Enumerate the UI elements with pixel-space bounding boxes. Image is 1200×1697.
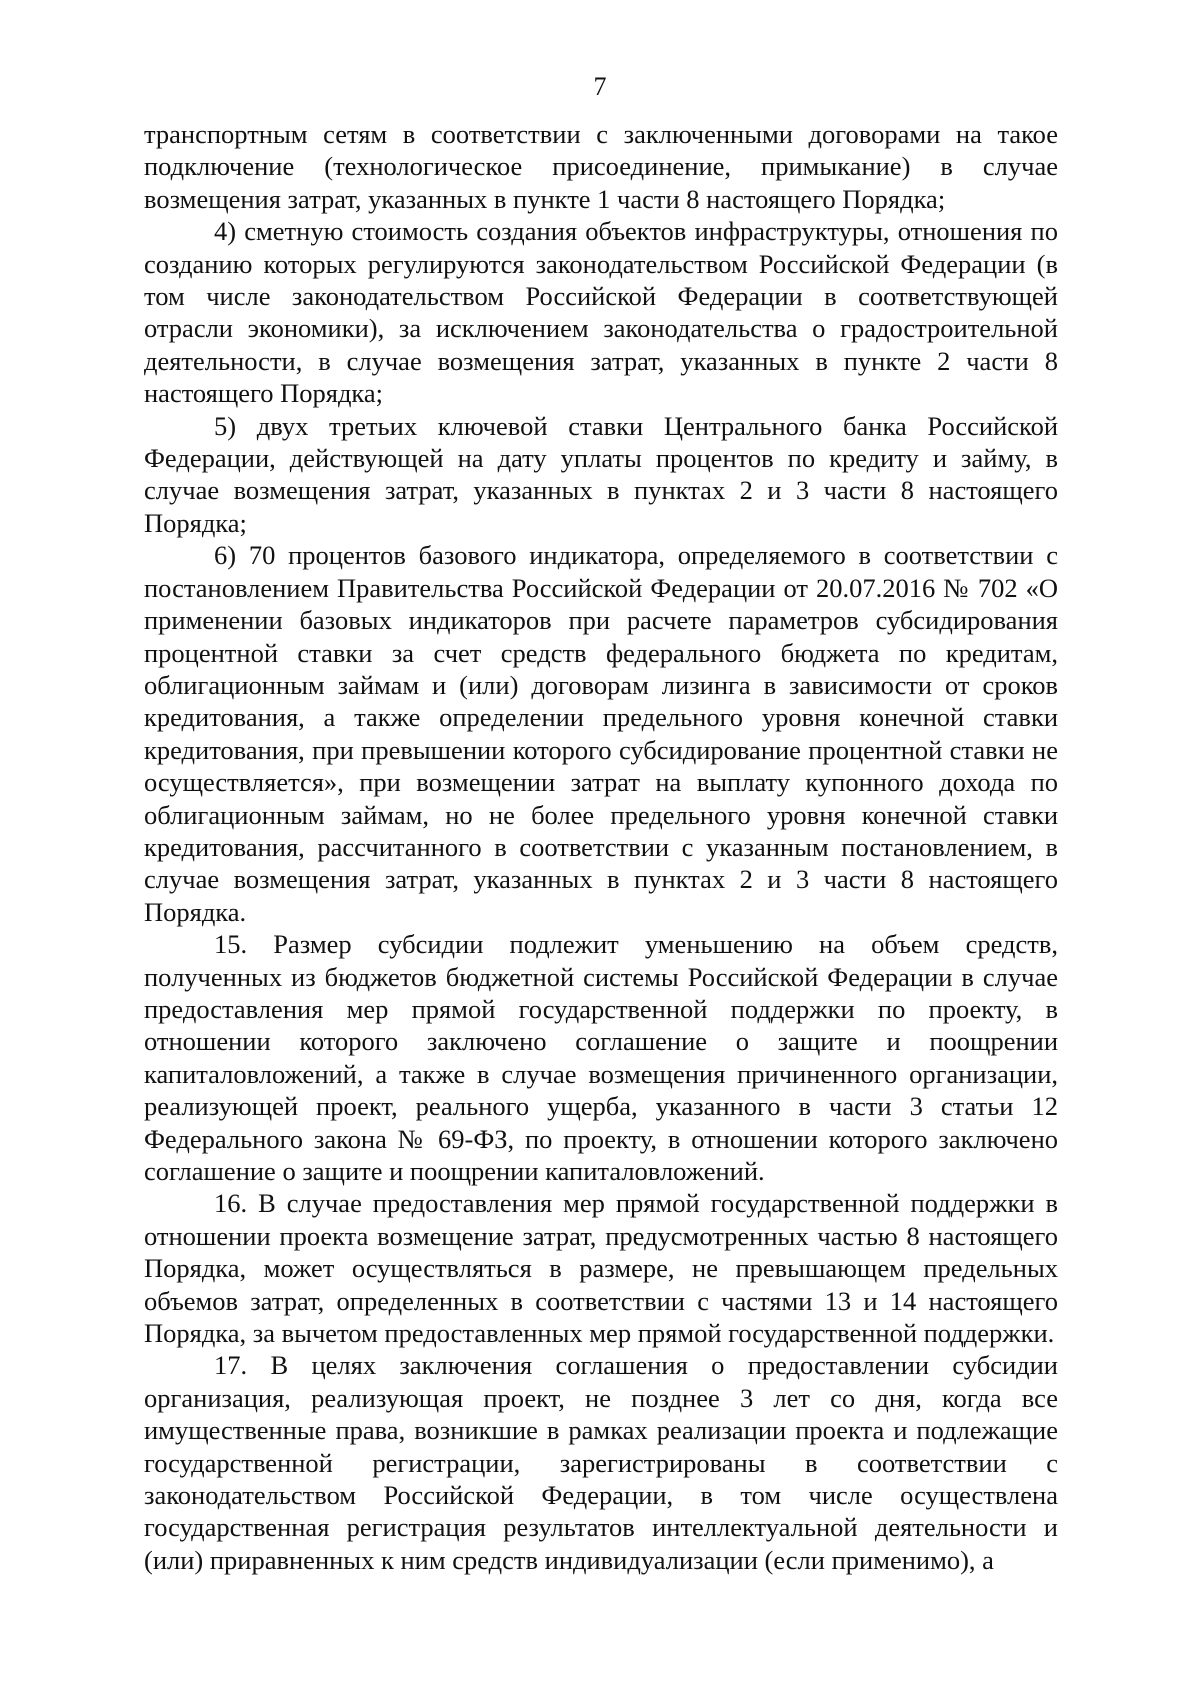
paragraph-section-16: 16. В случае предоставления мер прямой государственной поддержки в отношении проекта возмещение затрат, предусмотренных частью 8 настоящего Порядка, может осуществляться в размере, не превышающем предельных объемов затрат, определенных в соответствии с частями 13 и 14 настоящего Порядка, за вычетом предоставленных мер прямой государственной поддержки. <box>144 1188 1058 1349</box>
paragraph-item-4: 4) сметную стоимость создания объектов инфраструктуры, отношения по созданию которых регулируются законодательством Российской Федерации (в том числе законодательством Российской Федерации в соответствующей отрасли экономики), за исключением законодательства о градостроительной деятельности, в случае возмещения затрат, указанных в пункте 2 части 8 настоящего Порядка; <box>144 216 1058 409</box>
paragraph-section-17: 17. В целях заключения соглашения о предоставлении субсидии организация, реализующая проект, не позднее 3 лет со дня, когда все имущественные права, возникшие в рамках реализации проекта и подлежащие государственной регистрации, зарегистрированы в соответствии с законодательством Российской Федерации, в том числе осуществлена государственная регистрация результатов интеллектуальной деятельности и (или) приравненных к ним средств индивидуализации (если применимо), а <box>144 1350 1058 1575</box>
paragraph-continuation: транспортным сетям в соответствии с заключенными договорами на такое подключение (технологическое присоединение, примыкание) в случае возмещения затрат, указанных в пункте 1 части 8 настоящего Порядка; <box>144 119 1058 214</box>
document-body <box>144 118 1058 1576</box>
paragraph-item-6: 6) 70 процентов базового индикатора, определяемого в соответствии с постановлением Правительства Российской Федерации от 20.07.2016 № 702 «О применении базовых индикаторов при расчете параметров субсидирования процентной ставки за счет средств федерального бюджета по кредитам, облигационным займам и (или) договорам лизинга в зависимости от сроков кредитования, а также определении предельного уровня конечной ставки кредитования, при превышении которого субсидирование процентной ставки не осуществляется», при возмещении затрат на выплату купонного дохода по облигационным займам, но не более предельного уровня конечной ставки кредитования, рассчитанного в соответствии с указанным постановлением, в случае возмещения затрат, указанных в пунктах 2 и 3 части 8 настоящего Порядка. <box>144 540 1058 927</box>
paragraph-item-5: 5) двух третьих ключевой ставки Центрального банка Российской Федерации, действующей на дату уплаты процентов по кредиту и займу, в случае возмещения затрат, указанных в пунктах 2 и 3 части 8 настоящего Порядка; <box>144 410 1058 538</box>
page-number: 7 <box>593 72 607 101</box>
paragraph-section-15: 15. Размер субсидии подлежит уменьшению на объем средств, полученных из бюджетов бюджетной системы Российской Федерации в случае предоставления мер прямой государственной поддержки по проекту, в отношении которого заключено соглашение о защите и поощрении капиталовложений, а также в случае возмещения причиненного организации, реализующей проект, реального ущерба, указанного в части 3 статьи 12 Федерального закона № 69-ФЗ, по проекту, в отношении которого заключено соглашение о защите и поощрении капиталовложений. <box>144 929 1058 1186</box>
